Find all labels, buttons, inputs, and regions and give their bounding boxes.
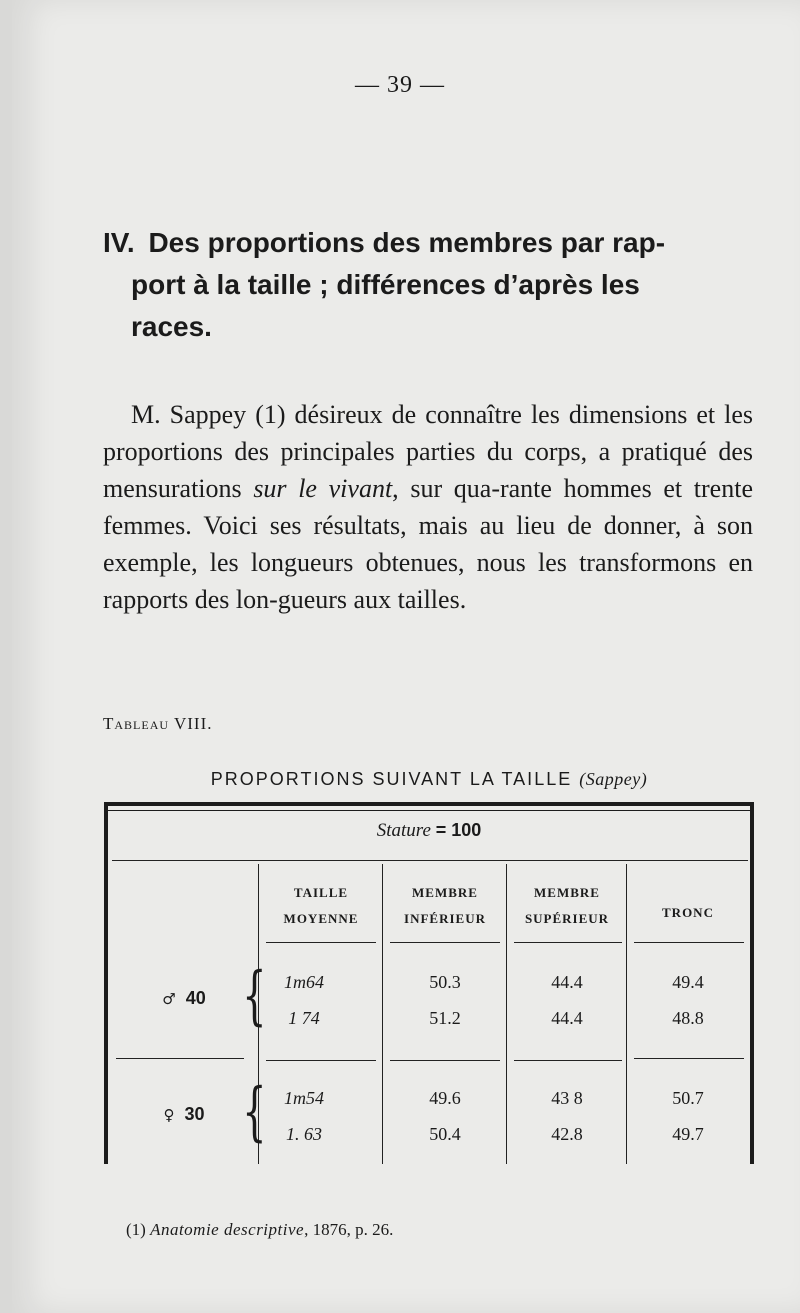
section-heading [103,222,753,348]
table-cell: 1m64 [284,972,324,992]
footnote-title: Anatomie descriptive [150,1220,305,1239]
col-header-taille: TAILLE MOYENNE [283,885,359,926]
stature-header [104,820,754,842]
paragraph-text-1: M. Sappey (1) désireux de connaître les dimensions et les proportions des principales parties du corps, a pratiqué des mensurations [103,400,753,503]
col-divider-1 [382,864,383,1164]
table-top-rule [104,802,754,806]
table-cell: 48.8 [672,1008,704,1028]
table-cell: 50.7 [672,1088,704,1108]
col-header-membre-inferieur: MEMBRE INFÉRIEUR [404,885,486,926]
footnote-marker: (1) [126,1220,146,1239]
group-rule-c [390,1060,500,1061]
group-female-count: 30 [184,1104,205,1124]
col-divider-3 [626,864,627,1164]
table-cell: 42.8 [551,1124,583,1144]
table-cell: 49.4 [672,972,704,992]
group-rule-b [266,1060,376,1061]
stature-label: Stature [376,820,431,841]
group-female-label [124,1104,244,1125]
male-symbol-icon: ♂ [162,990,176,1008]
table-caption: Tableau VIII. [103,714,213,733]
proportions-table [104,802,754,1164]
header-rule-3 [514,942,622,943]
table-cell: 1. 63 [286,1124,322,1144]
group-male-label [124,988,244,1009]
table-top-rule-thin [104,810,754,811]
table-cell: 49.7 [672,1124,704,1144]
heading-line-1: Des proportions des membres par rap- [148,227,666,258]
col-divider-2 [506,864,507,1164]
table-cell: 43 8 [551,1088,583,1108]
footnote-rest: , 1876, p. 26. [304,1220,394,1239]
stature-rule [112,860,748,861]
brace-icon: { [242,1075,267,1149]
group-rule-a [116,1058,244,1059]
col-header-tronc: TRONC [662,905,714,920]
group-male-count: 40 [185,988,206,1008]
header-rule-2 [390,942,500,943]
header-rule-1 [266,942,376,943]
table-cell: 44.4 [551,972,583,992]
table-title-text: PROPORTIONS SUIVANT LA TAILLE [210,769,573,789]
female-symbol-icon: ♀ [163,1106,175,1124]
col-header-membre-superieur: MEMBRE SUPÉRIEUR [524,885,610,926]
table-cell: 1m54 [284,1088,324,1108]
body-paragraph [103,396,753,618]
brace-icon: { [242,959,267,1033]
header-rule-4 [634,942,744,943]
stature-value: = 100 [435,820,482,840]
section-number: IV. [103,227,135,258]
page-number: — 39 — [355,72,445,98]
table-cell: 51.2 [429,1008,461,1028]
table-cell: 44.4 [551,1008,583,1028]
table-cell: 50.4 [429,1124,461,1144]
paragraph-italic: sur le vivant [253,474,393,503]
paragraph-text-2: , sur qua-rante hommes et trente femmes. Voici ses résultats, mais au lieu de donner, à son exemple, les longueurs obtenues, nous les transformons en rapports des lon-gueurs aux tailles. [103,474,753,614]
heading-line-2: port à la taille ; différences d’après les [131,269,640,300]
table-title-author: (Sappey) [579,769,648,789]
table-left-border [104,802,108,1164]
group-rule-e [634,1058,744,1059]
footnote [126,1220,393,1240]
heading-line-3: races. [131,311,212,342]
group-rule-d [514,1060,622,1061]
table-title [104,769,754,790]
table-cell: 50.3 [429,972,461,992]
table-cell: 1 74 [288,1008,320,1028]
table-cell: 49.6 [429,1088,461,1108]
table-right-border [750,802,754,1164]
